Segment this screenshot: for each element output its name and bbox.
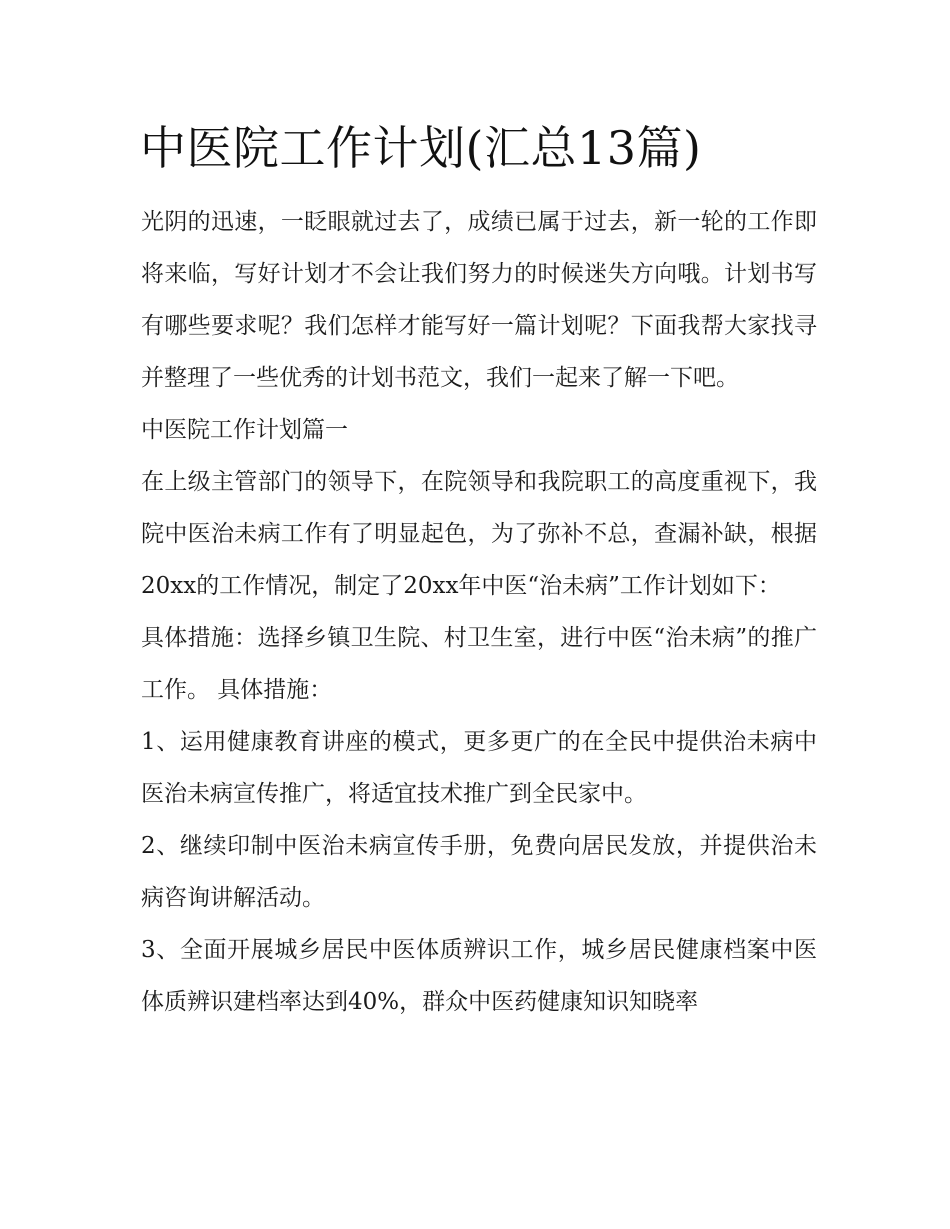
body-paragraph: 在上级主管部门的领导下，在院领导和我院职工的高度重视下，我院中医治未病工作有了明显起色，为了弥补不总，查漏补缺，根据20xx的工作情况，制定了20xx年中医“治未病”工作计划如下：	[141, 469, 817, 599]
list-item-2: 2、继续印制中医治未病宣传手册，免费向居民发放，并提供治未病咨询讲解活动。	[141, 833, 817, 911]
list-item-1: 1、运用健康教育讲座的模式，更多更广的在全民中提供治未病中医治未病宣传推广，将适宜技术推广到全民家中。	[141, 729, 817, 807]
section-heading: 中医院工作计划篇一	[141, 417, 348, 443]
measures-paragraph: 具体措施：选择乡镇卫生院、村卫生室，进行中医“治未病”的推广工作。 具体措施：	[141, 625, 817, 703]
document-title: 中医院工作计划(汇总13篇)	[140, 121, 702, 175]
list-item-3: 3、全面开展城乡居民中医体质辨识工作，城乡居民健康档案中医体质辨识建档率达到40%，群众中医药健康知识知晓率	[141, 937, 817, 1015]
document-body	[141, 196, 817, 1028]
intro-paragraph: 光阴的迅速，一眨眼就过去了，成绩已属于过去，新一轮的工作即将来临，写好计划才不会让我们努力的时候迷失方向哦。计划书写有哪些要求呢？我们怎样才能写好一篇计划呢？下面我帮大家找寻并整理了一些优秀的计划书范文，我们一起来了解一下吧。	[141, 209, 817, 391]
